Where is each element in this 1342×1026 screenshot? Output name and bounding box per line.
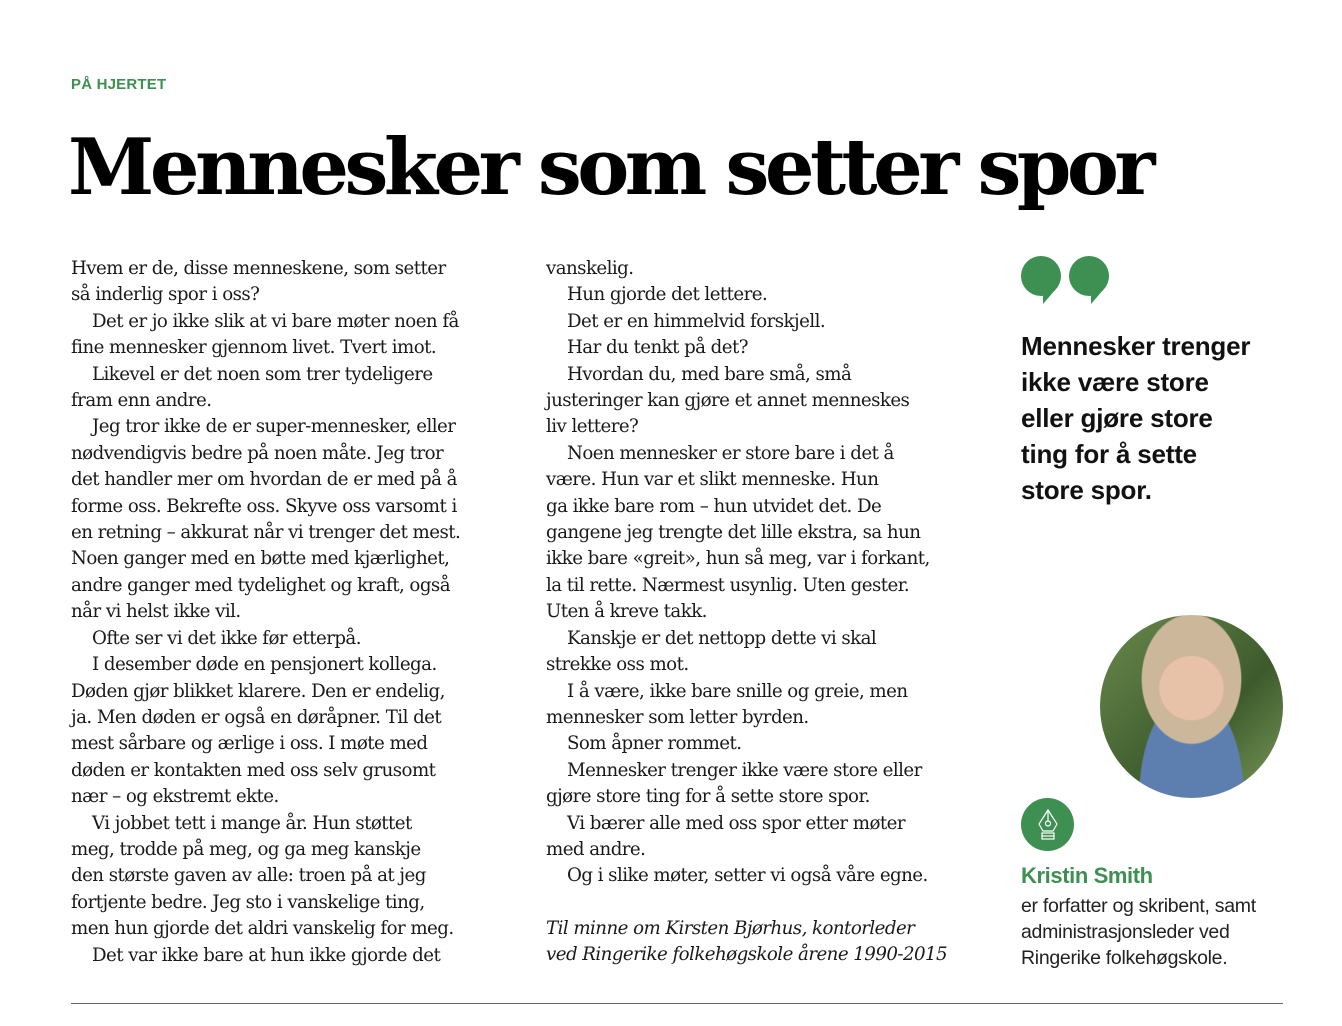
text-line: mennesker som letter byrden. [546, 706, 809, 728]
paragraph [546, 758, 976, 811]
text-line: Ofte ser vi det ikke før etterpå. [92, 627, 361, 649]
text-line: Mennesker trenger ikke være store eller [567, 759, 922, 781]
text-line: men hun gjorde det aldri vanskelig for meg. [71, 918, 454, 940]
text-line: med andre. [546, 838, 646, 860]
paragraph [546, 256, 976, 282]
text-line: Hvordan du, med bare små, små [567, 363, 852, 385]
fountain-pen-icon [1021, 798, 1074, 851]
text-line: ikke bare «greit», hun så meg, var i forkant, [546, 548, 930, 570]
text-line: Det er jo ikke slik at vi bare møter noen få [92, 310, 459, 332]
article-column-2 [546, 256, 976, 969]
paragraph [546, 679, 976, 732]
paragraph [546, 863, 976, 889]
text-line: Uten å kreve takk. [546, 601, 707, 623]
text-line: Og i slike møter, setter vi også våre egne. [567, 865, 928, 887]
text-line: liv lettere? [546, 416, 639, 438]
text-line: den største gaven av alle: troen på at jeg [71, 865, 426, 887]
dedication-line: Til minne om Kirsten Bjørhus, kontorleder [546, 917, 915, 939]
dedication-line: ved Ringerike folkehøgskole årene 1990-2015 [546, 944, 948, 966]
paragraph [546, 731, 976, 757]
author-bio-line: er forfatter og skribent, samt [1021, 895, 1256, 917]
paragraph [546, 335, 976, 361]
text-line: så inderlig spor i oss? [71, 284, 260, 306]
paragraph [546, 441, 976, 626]
text-line: forme oss. Bekrefte oss. Skyve oss varsomt i [71, 495, 457, 517]
author-photo [1100, 615, 1283, 798]
text-line: Det er en himmelvid forskjell. [567, 310, 826, 332]
paragraph [71, 309, 511, 362]
text-line: meg, trodde på meg, og ga meg kanskje [71, 838, 421, 860]
text-line: Likevel er det noen som trer tydeligere [92, 363, 433, 385]
paragraph [71, 414, 511, 625]
text-line: vanskelig. [546, 258, 634, 279]
text-line: nødvendigvis bedre på noen måte. Jeg tror [71, 442, 444, 464]
text-line: mest sårbare og ærlige i oss. I møte med [71, 733, 428, 755]
paragraph [71, 943, 511, 969]
dedication [546, 916, 976, 969]
paragraph [71, 362, 511, 415]
text-line: Hun gjorde det lettere. [567, 284, 768, 306]
text-line: I å være, ikke bare snille og greie, men [567, 680, 908, 702]
pull-quote [1021, 328, 1311, 508]
text-line: fram enn andre. [71, 390, 212, 412]
text-line: la til rette. Nærmest usynlig. Uten gester. [546, 574, 910, 596]
text-line: Noen mennesker er store bare i det å [567, 442, 894, 464]
text-line: Det var ikke bare at hun ikke gjorde det [92, 944, 441, 966]
text-line: Hvem er de, disse menneskene, som setter [71, 258, 446, 279]
author-bio [1021, 893, 1301, 971]
text-line: Døden gjør blikket klarere. Den er endelig, [71, 680, 445, 702]
paragraph [71, 256, 511, 309]
article-title: Mennesker som setter spor [68, 122, 1152, 213]
text-line: nær – og ekstremt ekte. [71, 786, 279, 808]
paragraph [546, 309, 976, 335]
text-line: Jeg tror ikke de er super-mennesker, eller [92, 416, 456, 438]
article-kicker: PÅ HJERTET [71, 76, 167, 93]
paragraph [71, 626, 511, 652]
text-line: Kanskje er det nettopp dette vi skal [567, 627, 877, 649]
paragraph [546, 811, 976, 864]
text-line: fortjente bedre. Jeg sto i vanskelige ting, [71, 891, 425, 913]
paragraph [546, 282, 976, 308]
text-line: fine mennesker gjennom livet. Tvert imot. [71, 337, 437, 359]
text-line: døden er kontakten med oss selv grusomt [71, 759, 436, 781]
pull-quote-line: store spor. [1021, 475, 1152, 505]
text-line: Noen ganger med en bøtte med kjærlighet, [71, 548, 450, 570]
pull-quote-line: Mennesker trenger [1021, 331, 1251, 361]
text-line: ja. Men døden er også en døråpner. Til det [71, 706, 442, 728]
author-name: Kristin Smith [1021, 863, 1153, 888]
paragraph [546, 362, 976, 441]
paragraph [546, 626, 976, 679]
text-line: strekke oss mot. [546, 654, 689, 676]
author-bio-line: Ringerike folkehøgskole. [1021, 947, 1228, 969]
text-line: det handler mer om hvordan de er med på å [71, 469, 457, 491]
text-line: når vi helst ikke vil. [71, 601, 241, 623]
paragraph [71, 652, 511, 810]
text-line: Har du tenkt på det? [567, 337, 748, 359]
text-line: være. Hun var et slikt menneske. Hun [546, 469, 879, 491]
pull-quote-line: eller gjøre store [1021, 403, 1213, 433]
text-line: justeringer kan gjøre et annet menneskes [546, 390, 910, 412]
text-line: gangene jeg trengte det lille ekstra, sa hun [546, 522, 921, 544]
pull-quote-line: ting for å sette [1021, 439, 1197, 469]
text-line: andre ganger med tydelighet og kraft, også [71, 574, 450, 596]
text-line: gjøre store ting for å sette store spor. [546, 786, 870, 808]
article-column-1 [71, 256, 511, 969]
text-line: ga ikke bare rom – hun utvidet det. De [546, 495, 882, 517]
text-line: en retning – akkurat når vi trenger det mest. [71, 522, 461, 544]
text-line: Som åpner rommet. [567, 733, 742, 755]
paragraph [71, 811, 511, 943]
quote-marks-icon [1021, 256, 1113, 306]
text-line: Vi jobbet tett i mange år. Hun støttet [92, 812, 412, 834]
text-line: Vi bærer alle med oss spor etter møter [567, 812, 906, 834]
pull-quote-line: ikke være store [1021, 367, 1209, 397]
text-line: I desember døde en pensjonert kollega. [92, 654, 437, 676]
author-bio-line: administrasjonsleder ved [1021, 921, 1230, 943]
bottom-divider [71, 1003, 1283, 1004]
